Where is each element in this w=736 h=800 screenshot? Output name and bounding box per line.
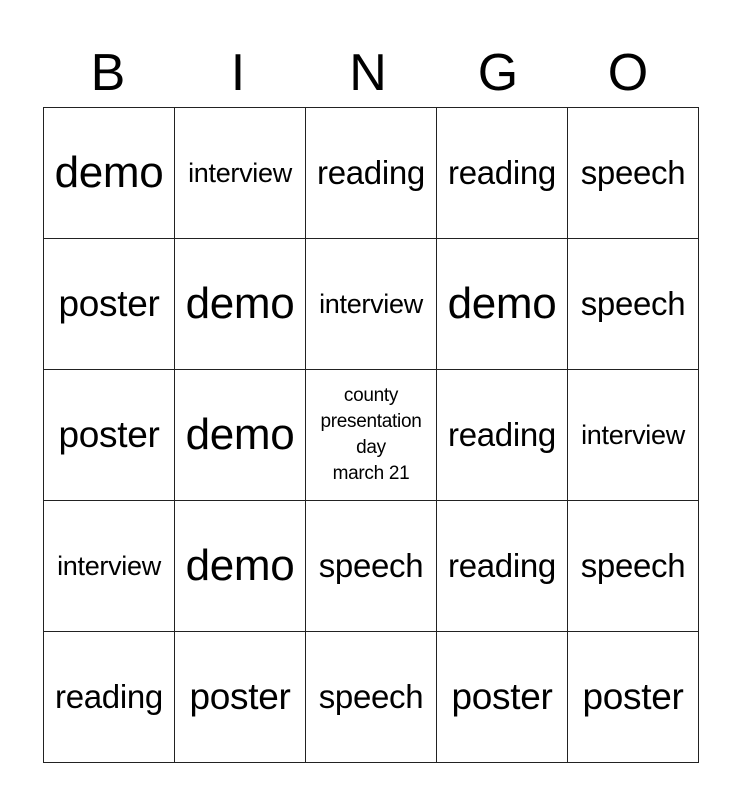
bingo-cell[interactable]: reading [437, 370, 568, 501]
header-letter-i: I [230, 44, 246, 102]
bingo-cell[interactable]: poster [44, 370, 175, 501]
bingo-cell[interactable]: interview [175, 108, 306, 239]
bingo-cell[interactable]: reading [44, 632, 175, 763]
free-space-cell[interactable] [306, 370, 437, 501]
bingo-header [43, 40, 693, 106]
free-space-line: day [356, 437, 386, 458]
header-letter-n: N [349, 44, 387, 102]
board-row [44, 632, 699, 763]
header-letter-o: O [607, 44, 649, 102]
board-row [44, 370, 699, 501]
bingo-cell[interactable]: demo [175, 501, 306, 632]
bingo-cell[interactable]: poster [175, 632, 306, 763]
bingo-cell[interactable]: interview [44, 501, 175, 632]
header-letter-b: B [90, 44, 126, 102]
bingo-cell[interactable]: speech [306, 501, 437, 632]
bingo-cell[interactable]: demo [175, 239, 306, 370]
bingo-cell[interactable]: speech [568, 108, 699, 239]
bingo-cell[interactable]: demo [44, 108, 175, 239]
bingo-cell[interactable]: speech [306, 632, 437, 763]
bingo-cell[interactable]: interview [568, 370, 699, 501]
board-row [44, 239, 699, 370]
bingo-cell[interactable]: interview [306, 239, 437, 370]
bingo-cell[interactable]: reading [437, 108, 568, 239]
bingo-board [43, 107, 699, 763]
free-space-line: presentation [320, 411, 422, 432]
bingo-cell[interactable]: poster [44, 239, 175, 370]
board-row [44, 501, 699, 632]
bingo-cell[interactable]: demo [437, 239, 568, 370]
free-space-line: county [343, 385, 399, 406]
bingo-cell[interactable]: speech [568, 239, 699, 370]
bingo-cell[interactable]: poster [437, 632, 568, 763]
bingo-cell[interactable]: reading [437, 501, 568, 632]
bingo-cell[interactable]: poster [568, 632, 699, 763]
bingo-cell[interactable]: speech [568, 501, 699, 632]
header-letter-g: G [477, 44, 519, 102]
board-row [44, 108, 699, 239]
bingo-cell[interactable]: reading [306, 108, 437, 239]
bingo-cell[interactable]: demo [175, 370, 306, 501]
free-space-line: march 21 [332, 463, 410, 484]
